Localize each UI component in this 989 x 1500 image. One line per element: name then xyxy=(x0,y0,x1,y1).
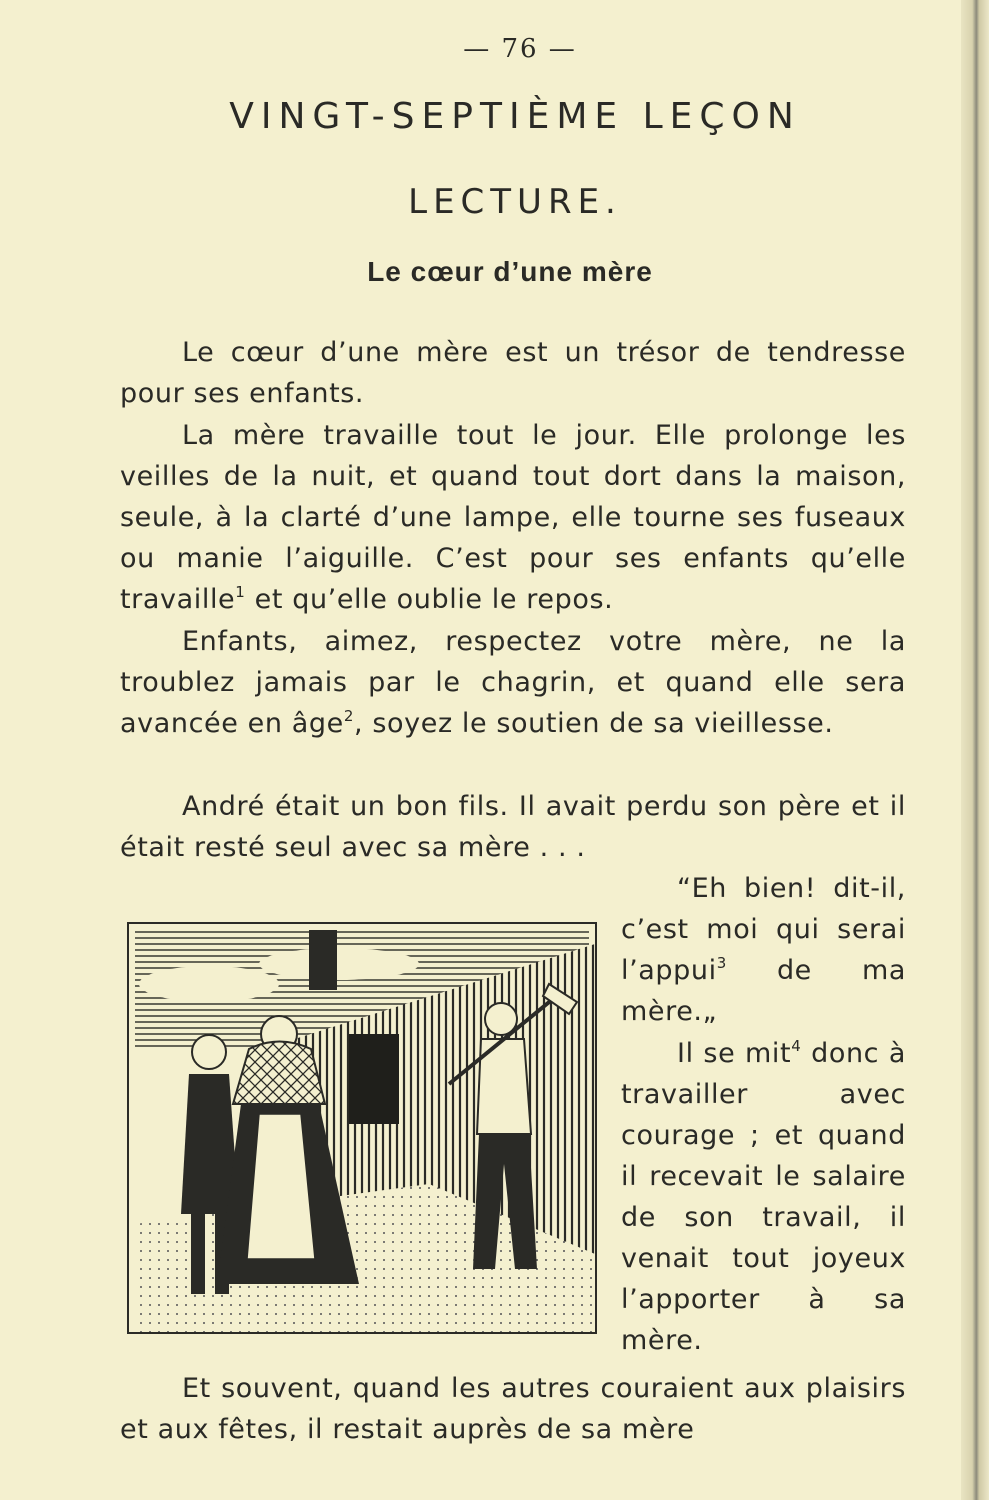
footnote-ref-2: 2 xyxy=(343,707,354,725)
section-title: LECTURE. xyxy=(408,182,622,222)
column-paragraph-1: “Eh bien! dit-il, c’est moi qui serai l’appui$^3$ de ma mère.„ xyxy=(621,873,906,1027)
paragraph-1: Le cœur d’une mère est un trésor de tendresse pour ses enfants. xyxy=(120,337,906,409)
lesson-title: VINGT-SEPTIÈME LEÇON xyxy=(229,96,801,137)
footnote-ref-4: 4 xyxy=(791,1037,802,1055)
column-paragraph-2: Il se mit$^4$ donc à travailler avec courage ; et quand il recevait le salaire de son travail, il venait tout joyeux l’apporter à sa mère. xyxy=(621,1037,906,1356)
footnote-ref-3: 3 xyxy=(716,954,727,972)
paragraph-5: Et souvent, quand les autres couraient aux plaisirs et aux fêtes, il restait auprès de sa mère xyxy=(120,1373,906,1445)
footnote-ref-1: 1 xyxy=(235,583,246,601)
page-edge xyxy=(961,0,989,1500)
engraving-family-scene-icon xyxy=(127,922,597,1334)
paragraph-3: Enfants, aimez, respectez votre mère, ne la troublez jamais par le chagrin, et quand elle sera avancée en âge$^2$, soyez le soutien de sa vieillesse. xyxy=(120,626,906,739)
engraving-svg xyxy=(129,924,595,1332)
page-number: — 76 — xyxy=(463,34,577,64)
story-title: Le cœur d’une mère xyxy=(367,256,653,287)
paragraph-2: La mère travaille tout le jour. Elle prolonge les veilles de la nuit, et quand tout dort dans la maison, seule, à la clarté d’une lampe, elle tourne ses fuseaux ou manie l’aiguille. C’est pour ses enfants qu’elle travaille$^1$ et qu’elle oublie le repos. xyxy=(120,420,906,615)
paragraph-4: André était un bon fils. Il avait perdu son père et il était resté seul avec sa mère . . . xyxy=(120,791,906,863)
